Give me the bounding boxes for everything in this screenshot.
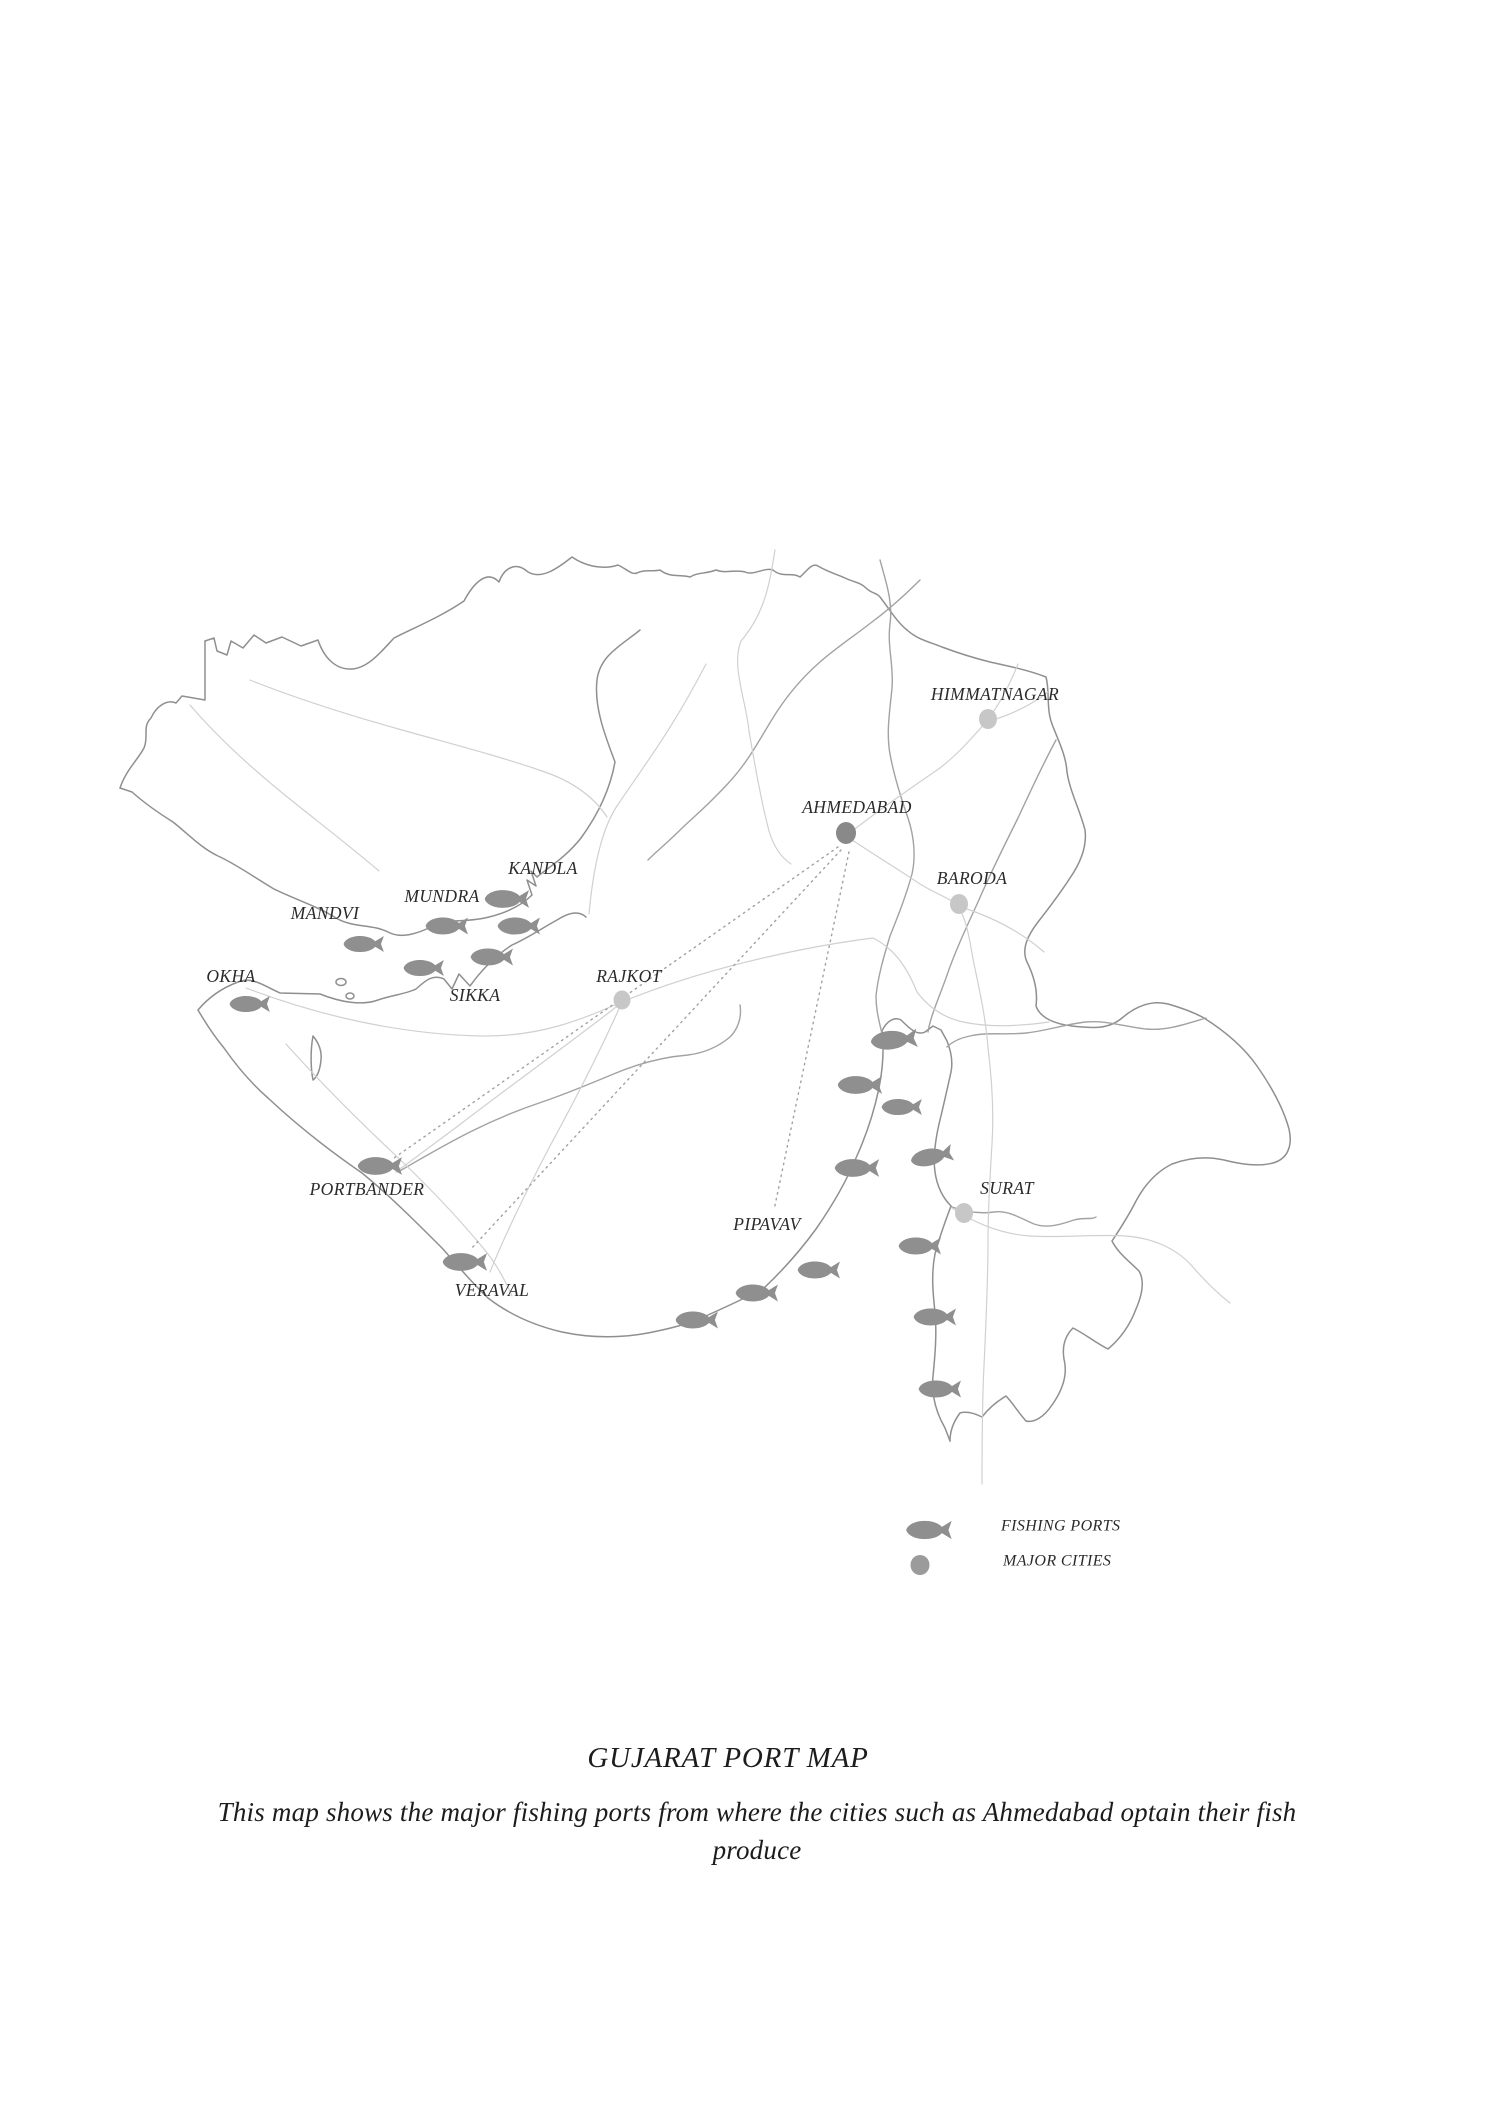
port-label-pipavav: PIPAVAV bbox=[733, 1214, 801, 1235]
city-dot-himmatnagar bbox=[979, 709, 997, 729]
port-label-mundra: MUNDRA bbox=[404, 886, 480, 907]
fish-icon bbox=[736, 1285, 778, 1302]
state-outline bbox=[120, 557, 1290, 1441]
fish-icon bbox=[914, 1309, 956, 1326]
rivers bbox=[398, 560, 1206, 1226]
map-caption: This map shows the major fishing ports from where the cities such as Ahmedabad optain their fish produce bbox=[217, 1797, 1297, 1865]
place-labels bbox=[206, 684, 1059, 1300]
city-label-baroda: BARODA bbox=[936, 868, 1008, 889]
fish-icon bbox=[870, 1029, 918, 1051]
port-label-veraval: VERAVAL bbox=[454, 1280, 530, 1301]
legend bbox=[906, 1518, 1120, 1575]
fish-icon bbox=[404, 960, 444, 976]
major-city-dots bbox=[614, 709, 998, 1223]
port-label-mandvi: MANDVI bbox=[290, 903, 360, 924]
supply-route-pipavav bbox=[774, 852, 849, 1210]
fish-icon bbox=[358, 1157, 402, 1175]
supply-routes bbox=[394, 847, 849, 1250]
fish-icon bbox=[230, 996, 270, 1012]
legend-city-dot-icon bbox=[911, 1555, 930, 1575]
legend-major-cities-label: MAJOR CITIES bbox=[1003, 1552, 1112, 1570]
roads bbox=[190, 550, 1230, 1484]
port-label-kandla: KANDLA bbox=[508, 858, 578, 879]
fish-icon bbox=[835, 1159, 879, 1177]
map-title: GUJARAT PORT MAP bbox=[587, 1742, 869, 1774]
city-dot-rajkot bbox=[614, 991, 631, 1010]
fish-icon bbox=[919, 1381, 961, 1398]
port-label-sikka: SIKKA bbox=[449, 985, 501, 1006]
fish-icon bbox=[498, 918, 540, 935]
legend-fishing-ports-label: FISHING PORTS bbox=[1001, 1517, 1121, 1535]
fish-icon bbox=[882, 1099, 922, 1115]
fish-icon bbox=[838, 1076, 882, 1094]
city-label-ahmedabad: AHMEDABAD bbox=[802, 797, 912, 818]
fish-icon bbox=[485, 890, 529, 908]
fish-icon bbox=[798, 1262, 840, 1279]
city-label-surat: SURAT bbox=[980, 1178, 1034, 1199]
legend-fish-icon bbox=[906, 1521, 952, 1539]
city-label-rajkot: RAJKOT bbox=[596, 966, 662, 987]
city-label-himmatnagar: HIMMATNAGAR bbox=[930, 684, 1060, 705]
supply-route-veraval bbox=[470, 850, 841, 1250]
city-dot-ahmedabad bbox=[836, 822, 856, 844]
fish-icon bbox=[471, 949, 513, 966]
fish-icon bbox=[899, 1238, 941, 1255]
city-dot-surat bbox=[955, 1203, 973, 1223]
fish-icon bbox=[443, 1253, 487, 1271]
port-label-portbander: PORTBANDER bbox=[309, 1179, 425, 1200]
city-dot-baroda bbox=[950, 894, 968, 914]
fish-icon bbox=[909, 1144, 954, 1169]
fish-icon bbox=[344, 936, 384, 952]
port-label-okha: OKHA bbox=[206, 966, 256, 987]
